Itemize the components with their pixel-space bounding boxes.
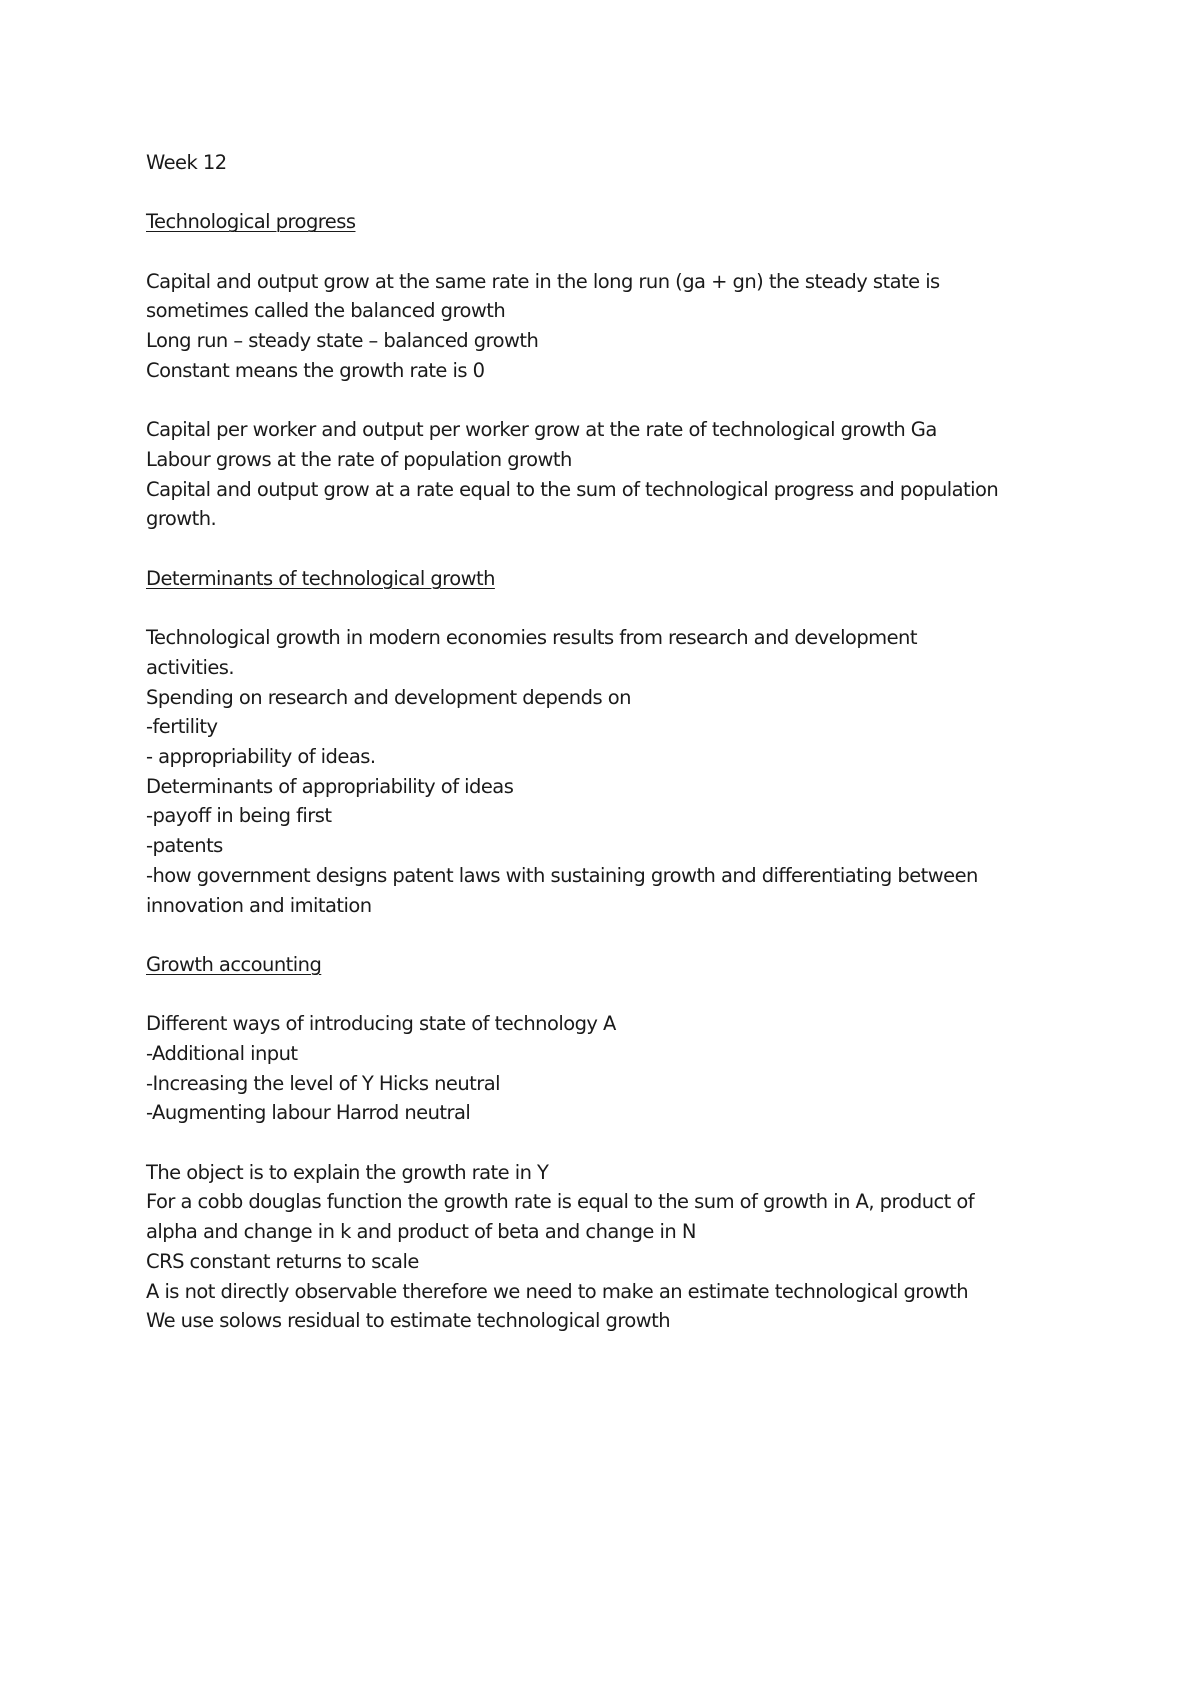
text-line: Determinants of appropriability of ideas <box>146 774 514 798</box>
text-line: Spending on research and development depends on <box>146 685 631 709</box>
text-line: growth. <box>146 507 217 531</box>
section-heading-technological-progress: Technological progress <box>146 210 356 234</box>
document-title: Week 12 <box>146 151 227 174</box>
text-line: CRS constant returns to scale <box>146 1249 419 1273</box>
text-line: Constant means the growth rate is 0 <box>146 358 485 382</box>
text-line: Capital and output grow at a rate equal to the sum of technological progress and population <box>146 477 999 501</box>
list-item: -Increasing the level of Y Hicks neutral <box>146 1071 500 1095</box>
text-line: The object is to explain the growth rate in Y <box>146 1160 549 1184</box>
list-item: -patents <box>146 834 223 858</box>
section-heading-determinants: Determinants of technological growth <box>146 566 495 590</box>
text-line: alpha and change in k and product of beta and change in N <box>146 1220 696 1244</box>
spacer <box>146 237 1076 267</box>
text-line: Long run – steady state – balanced growth <box>146 329 539 353</box>
list-item: -Additional input <box>146 1041 298 1065</box>
spacer <box>146 980 1076 1010</box>
text-line: Capital per worker and output per worker grow at the rate of technological growth Ga <box>146 418 937 442</box>
text-line: sometimes called the balanced growth <box>146 299 506 323</box>
text-line: Labour grows at the rate of population growth <box>146 447 572 471</box>
spacer <box>146 386 1076 416</box>
list-item: -payoff in being first <box>146 804 332 828</box>
list-item: -fertility <box>146 715 218 739</box>
text-line: activities. <box>146 655 235 679</box>
text-line: innovation and imitation <box>146 893 372 917</box>
spacer <box>146 1128 1076 1158</box>
text-line: Technological growth in modern economies results from research and development <box>146 626 917 650</box>
list-item: - appropriability of ideas. <box>146 744 376 768</box>
document-body <box>146 148 1076 1336</box>
spacer <box>146 920 1076 950</box>
spacer <box>146 178 1076 208</box>
text-line: Different ways of introducing state of technology A <box>146 1012 616 1036</box>
spacer <box>146 593 1076 623</box>
list-item: -how government designs patent laws with sustaining growth and differentiating between <box>146 863 978 887</box>
section-heading-growth-accounting: Growth accounting <box>146 952 322 976</box>
text-line: A is not directly observable therefore we need to make an estimate technological growth <box>146 1279 969 1303</box>
text-line: We use solows residual to estimate technological growth <box>146 1309 671 1333</box>
list-item: -Augmenting labour Harrod neutral <box>146 1101 471 1125</box>
text-line: For a cobb douglas function the growth rate is equal to the sum of growth in A, product of <box>146 1190 975 1214</box>
text-line: Capital and output grow at the same rate in the long run (ga + gn) the steady state is <box>146 269 940 293</box>
spacer <box>146 534 1076 564</box>
